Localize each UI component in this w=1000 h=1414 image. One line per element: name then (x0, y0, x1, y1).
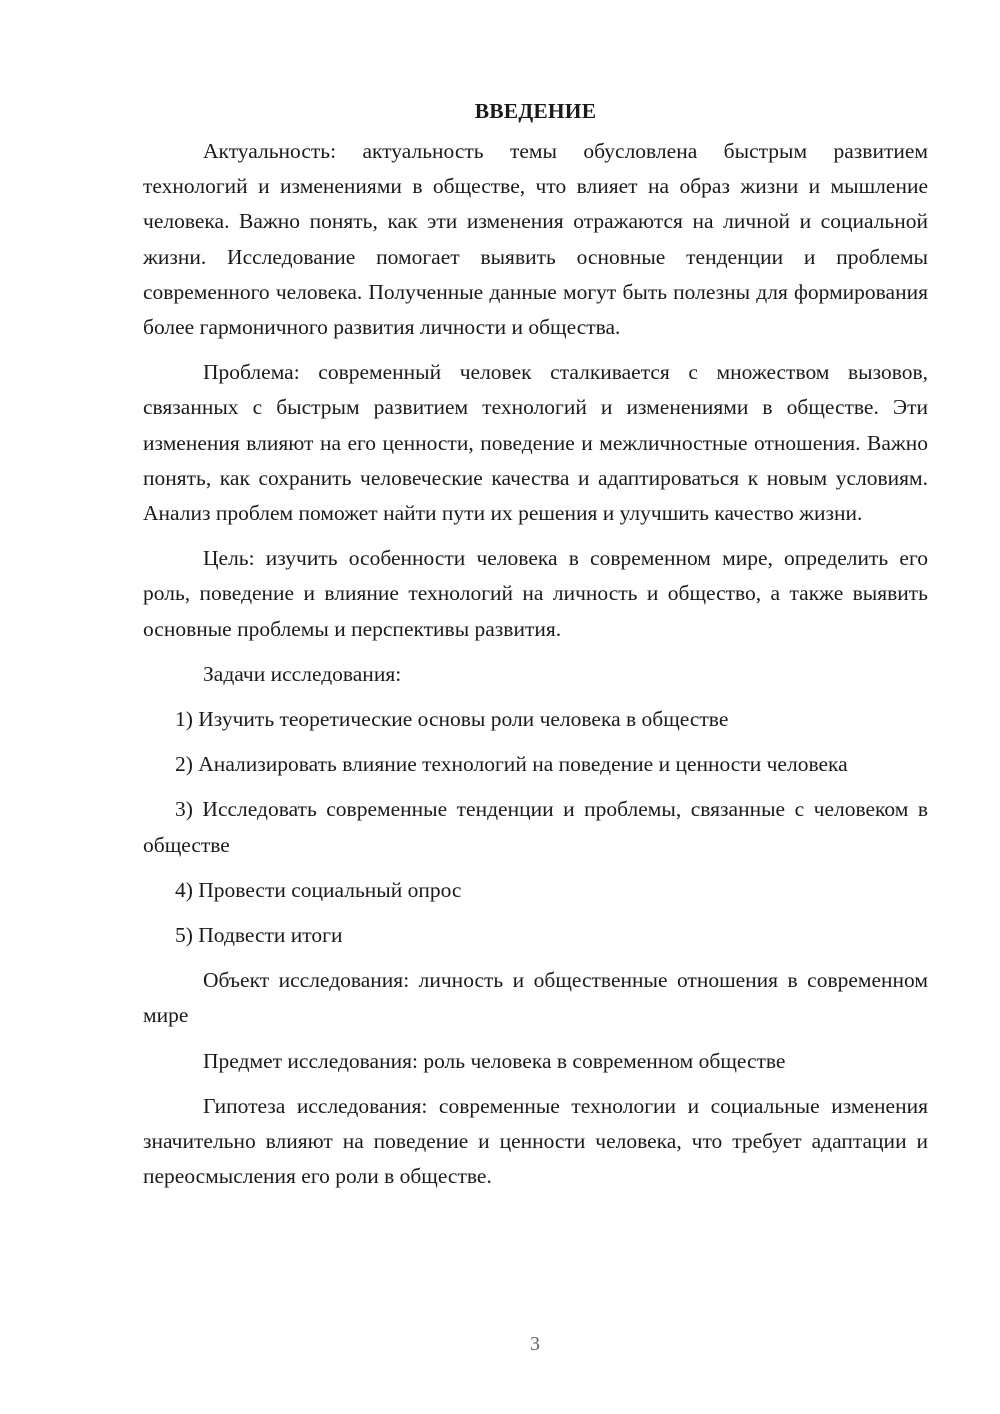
problem-paragraph: Проблема: современный человек сталкивается с множеством вызовов, связанных с быстрым развитием технологий и изменениями в обществе. Эти изменения влияют на его ценности, поведение и межличностные отношения. Важно понять, как сохранить человеческие качества и адаптироваться к новым условиям. Анализ проблем поможет найти пути их решения и улучшить качество жизни. (143, 360, 928, 526)
goal-paragraph: Цель: изучить особенности человека в современном мире, определить его роль, поведение и влияние технологий на личность и общество, а также выявить основные проблемы и перспективы развития. (143, 546, 928, 641)
subject-paragraph: Предмет исследования: роль человека в современном обществе (203, 1048, 786, 1073)
task-item: 5) Подвести итоги (175, 923, 343, 948)
object-paragraph: Объект исследования: личность и общественные отношения в современном мире (143, 968, 928, 1028)
hypothesis-paragraph: Гипотеза исследования: современные технологии и социальные изменения значительно влияют на поведение и ценности человека, что требует адаптации и переосмысления его роли в обществе. (143, 1093, 928, 1189)
relevance-paragraph: Актуальность: актуальность темы обусловлена быстрым развитием технологий и изменениями в обществе, что влияет на образ жизни и мышление человека. Важно понять, как эти изменения отражаются на личной и социальной жизни. Исследование помогает выявить основные тенденции и проблемы современного человека. Полученные данные могут быть полезны для формирования более гармоничного развития личности и общества. (143, 139, 928, 340)
task-item: 1) Изучить теоретические основы роли человека в обществе (175, 707, 729, 732)
task-item: 3) Исследовать современные тенденции и проблемы, связанные с человеком в обществе (143, 797, 928, 857)
document-body (143, 96, 928, 1204)
tasks-heading: Задачи исследования: (203, 661, 402, 686)
task-item: 4) Провести социальный опрос (175, 877, 462, 902)
task-item: 2) Анализировать влияние технологий на поведение и ценности человека (175, 752, 848, 777)
page-number: 3 (530, 1333, 540, 1355)
section-title: ВВЕДЕНИЕ (474, 99, 597, 123)
